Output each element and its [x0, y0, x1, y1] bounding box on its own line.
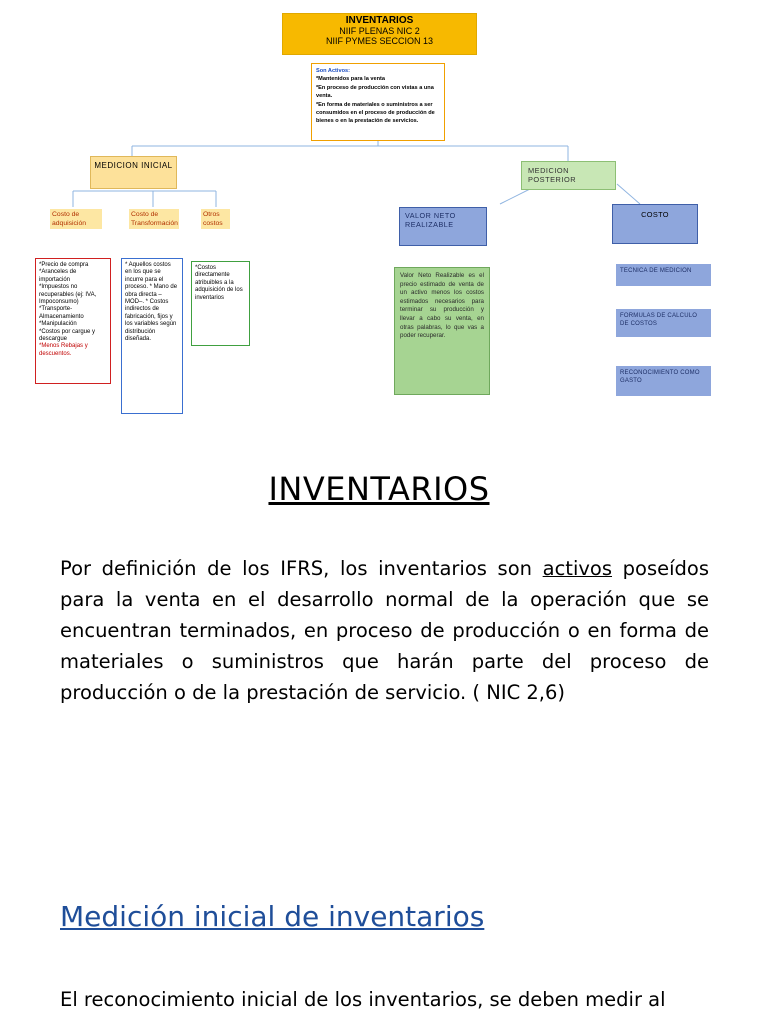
costo-item-tecnica: TECNICA DE MEDICION [616, 264, 711, 286]
costo-item-formulas: FORMULAS DE CALCULO DE COSTOS [616, 309, 711, 337]
para-text: poseídos para la venta en el desarrollo normal de la operación que se encuentran terminados, en proceso de producción o en forma de materiales o suministros que harán parte del proceso de producción o de la prestación de servicio. ( NIC 2,6) [60, 557, 709, 704]
section-heading: Medición inicial de inventarios [60, 900, 485, 933]
list-item: *Manipulación [39, 321, 77, 328]
costo-box: COSTO [612, 204, 698, 244]
costo-adquisicion-label: Costo de adquisición [50, 209, 102, 229]
transformacion-text: * Aquellos costos en los que se incurre para el proceso. * Mano de obra directa – MOD–. * Costos indirectos de fabricación, fijos y los variables según distribución diseñada. [121, 258, 183, 414]
otros-costos-text: *Costos directamente atribuibles a la adquisición de los inventarios [191, 261, 250, 346]
list-item: *Costos por cargue y descargue [39, 328, 96, 343]
page-title: INVENTARIOS [268, 470, 490, 508]
costo-transformacion-label: Costo de Transformación [131, 211, 178, 227]
vnr-description: Valor Neto Realizable es el precio estimado de venta de un activo menos los costos estimados necesarios para terminar su producción y llevar a cabo su venta, en otras palabras, lo que vas a poder recuperar. [394, 267, 490, 395]
diagram-header-title: INVENTARIOS [345, 15, 414, 26]
list-item: *Impuestos no recuperables (ej: IVA, Impoconsumo) [39, 284, 97, 306]
diagram-header-line3: NIIF PYMES SECCION 13 [325, 36, 434, 46]
activos-line: *Mantenidos para la venta [316, 76, 386, 83]
costo-item-reconocimiento: RECONOCIMIENTO COMO GASTO [616, 366, 711, 396]
diagram-header [282, 13, 477, 55]
adquisicion-list [35, 258, 111, 384]
list-item-discounts: *Menos Rebajas y descuentos. [39, 343, 88, 357]
para-text: Por definición de los IFRS, los inventarios son [60, 557, 543, 580]
section-paragraph: El reconocimiento inicial de los inventarios, se deben medir al [60, 988, 666, 1011]
valor-neto-realizable-box: VALOR NETO REALIZABLE [399, 207, 487, 246]
otros-costos-label: Otros costos [201, 209, 230, 229]
list-item: *Precio de compra [39, 262, 89, 268]
medicion-inicial-box: MEDICION INICIAL [90, 156, 177, 189]
activos-label: Son Activos: [316, 68, 350, 74]
list-item: *Aranceles de importación [39, 269, 77, 283]
activos-line: *En forma de materiales o suministros a ser consumidos en el proceso de producción de bienes o en la prestación de servicios. [316, 101, 435, 125]
definition-paragraph [60, 553, 709, 708]
medicion-posterior-box: MEDICION POSTERIOR [521, 161, 616, 190]
diagram-header-line2: NIIF PLENAS NIC 2 [339, 26, 420, 36]
list-item: *Transporte-Almacenamiento [39, 306, 84, 320]
activos-box [311, 63, 445, 141]
activos-line: *En proceso de producción con vistas a una venta. [316, 84, 434, 100]
activos-link[interactable]: activos [542, 557, 613, 580]
